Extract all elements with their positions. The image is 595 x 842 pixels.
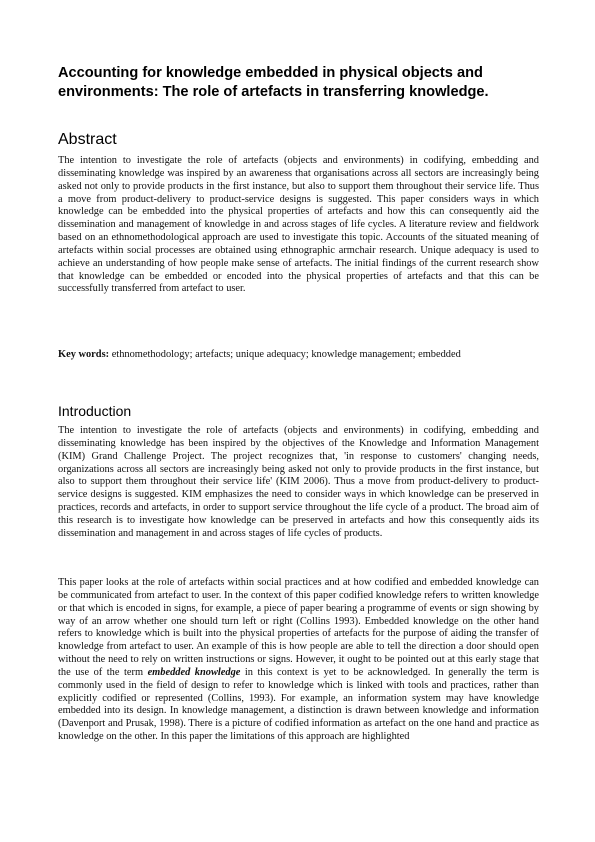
keywords-list: ethnomethodology; artefacts; unique adequacy; knowledge management; embedded xyxy=(109,349,461,360)
intro-p2-part-b: in this context is yet to be acknowledged. In generally the term is commonly used in the field of design to refer to knowledge which is linked with tools and practices, rather than explicitly codified or represented (Collins, 1993). For example, an information system may have knowledge embedded into its design. In knowledge management, a distinction is drawn between knowledge and information (Davenport and Prusak, 1998). There is a picture of codified information as artefact on the one hand and practice as knowledge on the other. In this paper the limitations of this approach are highlighted xyxy=(58,666,539,743)
abstract-heading: Abstract xyxy=(58,131,117,148)
paper-title: Accounting for knowledge embedded in physical objects and environments: The role of artefacts in transferring knowledge. xyxy=(58,65,489,100)
introduction-paragraph-2 xyxy=(58,577,539,744)
introduction-heading: Introduction xyxy=(58,403,132,419)
keywords-line xyxy=(58,349,539,362)
keywords-label: Key words: xyxy=(58,349,110,360)
abstract-paragraph: The intention to investigate the role of artefacts (objects and environments) in codifying, embedding and disseminating knowledge was inspired by an awareness that organisations across all sectors are increasingly being asked not only to provide products in the first instance, but also to support them throughout their service life. Thus a move from product-delivery to product-service designs is suggested. This paper considers ways in which knowledge can be embedded into the physical properties of artefacts and how this can consequently aid the dissemination and management of knowledge in and across stages of life cycles. A literature review and fieldwork based on an ethnomethodological approach are used to investigate this topic. Accounts of the situated meaning of artefacts within social processes are obtained using ethnographic armchair research. Unique adequacy is used to achieve an understanding of how people make sense of artefacts. The initial findings of the current research show that knowledge can be embedded or encoded into the physical properties of artefacts and that this can be successfully transferred from artefact to user. xyxy=(58,155,539,295)
intro-p2-part-a: This paper looks at the role of artefacts within social practices and at how codified and embedded knowledge can be communicated from artefact to user. In the context of this paper codified knowledge refers to written knowledge or that which is encoded in signs, for example, a piece of paper bearing a programme of events or sign showing by way of an arrow whether one should turn left or right (Collins 1993). Embedded knowledge on the other hand refers to knowledge which is built into the physical properties of artefacts for the purpose of aiding the transfer of knowledge from artefact to user. An example of this is how people are able to tell the direction a door should open without the need to rely on written instructions or signs. However, it ought to be pointed out at this early stage that the use of the term xyxy=(58,577,539,678)
introduction-paragraph-1: The intention to investigate the role of artefacts (objects and environments) in codifying, embedding and disseminating knowledge has been inspired by the objectives of the Knowledge and Information Management (KIM) Grand Challenge Project. The project recognizes that, 'in response to customers' changing needs, organizations across all sectors are increasingly being asked not only to provide products in the first instance, but also to support them throughout their service life' (KIM 2006). Thus a move from product-delivery to product-service designs is suggested. KIM emphasizes the need to consider ways in which knowledge can be preserved in practices, records and artefacts, in order to support service throughout the life cycle of a product. The broad aim of this research is to investigate how knowledge can be preserved in artefacts and how this consequently aids its dissemination and management in and across stages of life cycles of products. xyxy=(58,425,539,539)
embedded-knowledge-term: embedded knowledge xyxy=(147,666,241,678)
